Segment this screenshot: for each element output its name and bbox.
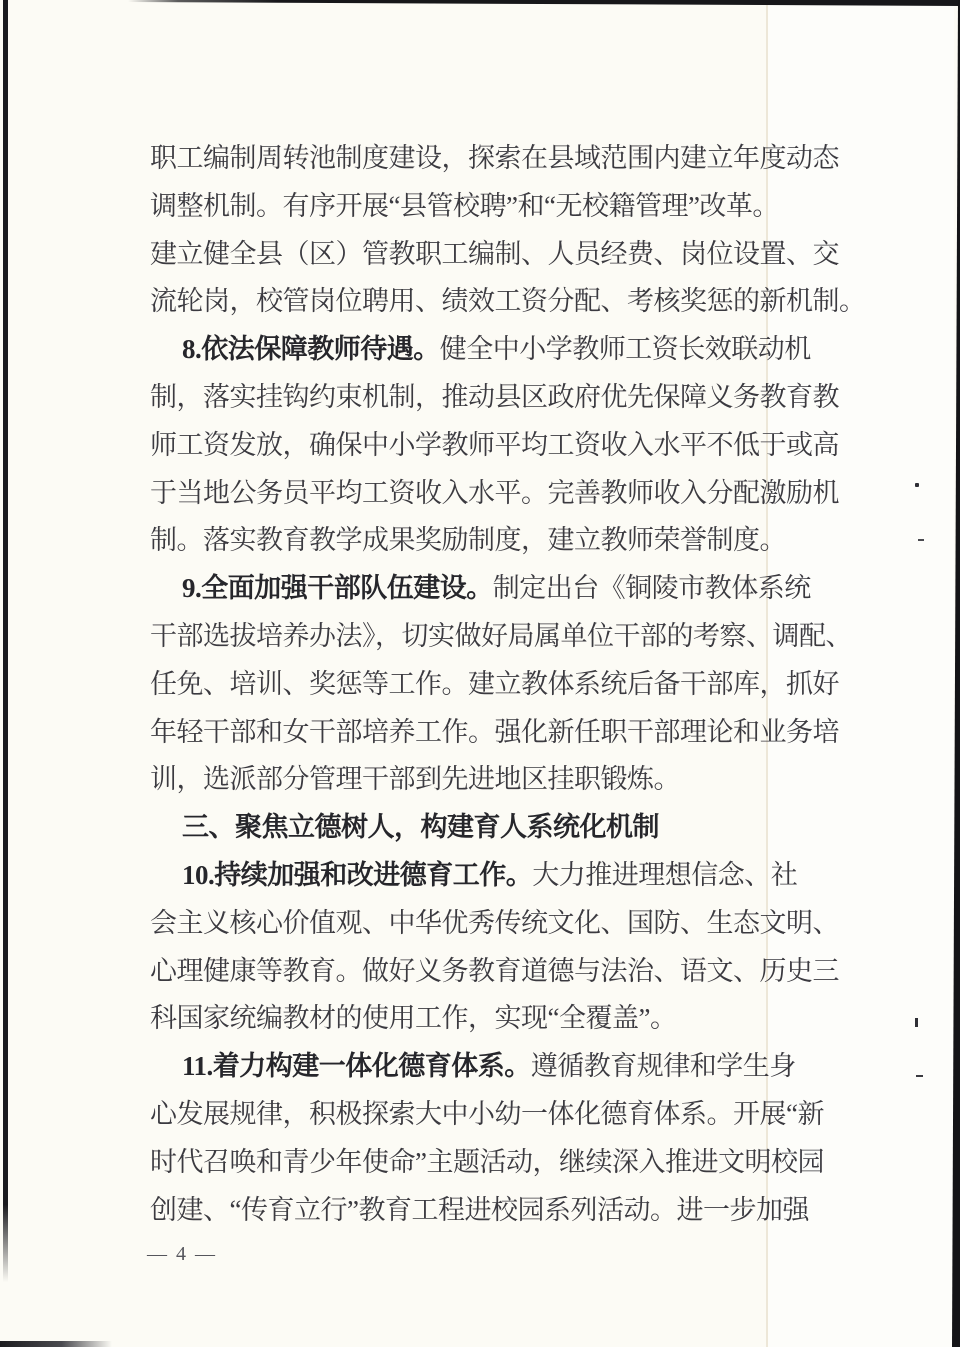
body-text: 制，落实挂钩约束机制，推动县区政府优先保障义务教育教	[150, 381, 839, 412]
text-line	[150, 374, 862, 422]
body-text: 科国家统编教材的使用工作，实现“全覆盖”。	[150, 1003, 677, 1034]
text-line	[150, 1139, 862, 1187]
text-line	[150, 183, 862, 231]
scan-speck	[918, 539, 924, 541]
body-text: 于当地公务员平均工资收入水平。完善教师收入分配激励机	[150, 477, 839, 508]
emphasis-text: 三、聚焦立德树人，构建育人系统化机制	[182, 812, 659, 843]
emphasis-text: 10.持续加强和改进德育工作。	[182, 859, 533, 890]
scan-left-edge-shadow	[3, 0, 8, 1295]
body-text: 健全中小学教师工资长效联动机	[439, 334, 811, 365]
text-line	[150, 852, 862, 900]
body-text: 年轻干部和女干部培养工作。强化新任职干部理论和业务培	[150, 716, 839, 747]
body-text: 制定出台《铜陵市教体系统	[492, 573, 811, 604]
text-line	[150, 278, 866, 326]
text-line	[150, 948, 862, 996]
text-line	[150, 231, 862, 279]
body-text: 干部选拔培养办法》，切实做好局属单位干部的考察、调配、	[150, 620, 852, 651]
text-line	[150, 422, 862, 470]
body-text: 时代召唤和青少年使命”主题活动，继续深入推进文明校园	[150, 1146, 824, 1177]
text-line	[150, 756, 862, 804]
body-text: 建立健全县（区）管教职工编制、人员经费、岗位设置、交	[150, 238, 839, 269]
body-text: 心发展规律，积极探索大中小幼一体化德育体系。开展“新	[150, 1098, 824, 1129]
scan-speck	[916, 1075, 923, 1077]
text-line	[150, 1091, 862, 1139]
text-line	[150, 1187, 862, 1235]
text-line	[150, 565, 862, 613]
emphasis-text: 11.着力构建一体化德育体系。	[182, 1051, 531, 1082]
text-line	[150, 326, 862, 374]
text-line	[150, 900, 862, 948]
body-text: 制。落实教育教学成果奖励制度，建立教师荣誉制度。	[150, 525, 786, 556]
page-number: — 4 —	[147, 1243, 217, 1265]
text-line	[150, 135, 862, 183]
body-text: 创建、“传育立行”教育工程进校园系列活动。进一步加强	[150, 1194, 809, 1225]
body-text: 心理健康等教育。做好义务教育道德与法治、语文、历史三	[150, 955, 839, 986]
text-line	[150, 517, 862, 565]
body-text: 会主义核心价值观、中华优秀传统文化、国防、生态文明、	[150, 907, 839, 938]
document-body	[150, 135, 866, 1234]
body-text: 流轮岗，校管岗位聘用、绩效工资分配、考核奖惩的新机制。	[150, 286, 866, 317]
body-text: 大力推进理想信念、社	[532, 859, 798, 890]
text-line	[150, 1043, 862, 1091]
text-line	[150, 995, 862, 1043]
text-line	[150, 709, 862, 757]
body-text: 训，选派部分管理干部到先进地区挂职锻炼。	[150, 764, 680, 795]
emphasis-text: 9.全面加强干部队伍建设。	[182, 573, 493, 604]
body-text: 职工编制周转池制度建设，探索在县域范围内建立年度动态	[150, 143, 839, 173]
text-line	[150, 661, 862, 709]
emphasis-text: 8.依法保障教师待遇。	[182, 334, 440, 365]
body-text: 师工资发放，确保中小学教师平均工资收入水平不低于或高	[150, 429, 839, 460]
scan-speck	[915, 1018, 918, 1027]
text-line	[150, 470, 862, 518]
scan-speck	[915, 483, 919, 487]
scan-bottom-left-smudge	[0, 1341, 112, 1347]
text-line	[150, 613, 862, 661]
text-line	[150, 804, 862, 852]
body-text: 任免、培训、奖惩等工作。建立教体系统后备干部库，抓好	[150, 668, 839, 699]
body-text: 调整机制。有序开展“县管校聘”和“无校籍管理”改革。	[150, 190, 779, 221]
body-text: 遵循教育规律和学生身	[530, 1051, 796, 1082]
